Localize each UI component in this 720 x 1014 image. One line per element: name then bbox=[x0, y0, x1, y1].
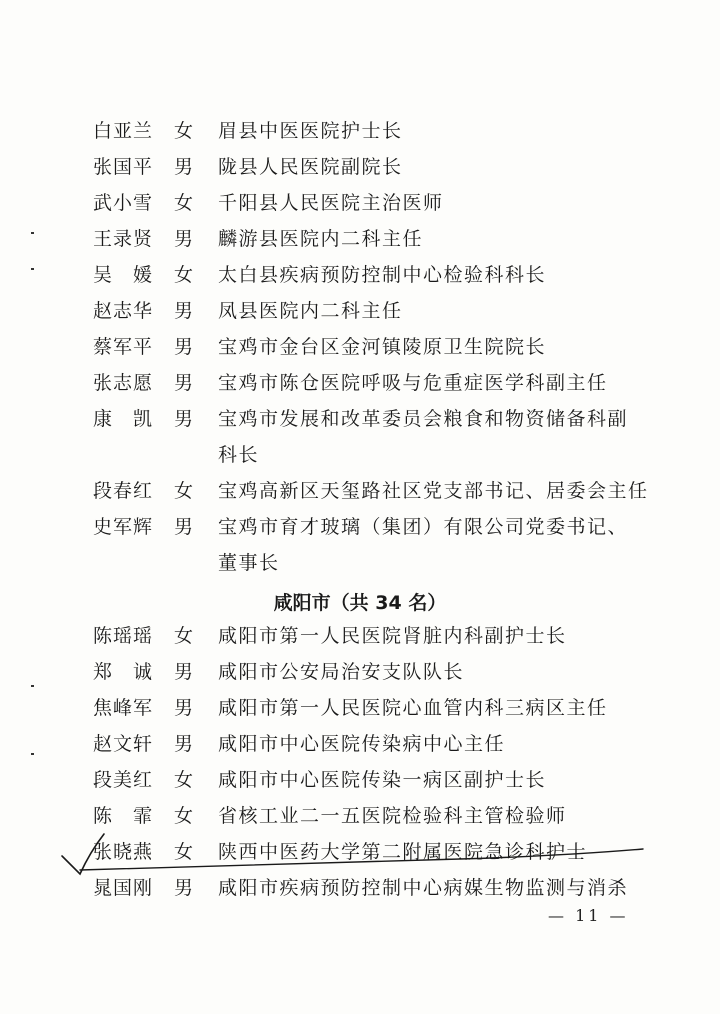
person-name: 武小雪 bbox=[93, 192, 154, 214]
scan-speck bbox=[31, 753, 34, 755]
person-gender: 男 bbox=[174, 372, 194, 394]
person-name: 段春红 bbox=[93, 480, 154, 502]
person-title: 千阳县人民医院主治医师 bbox=[218, 192, 444, 214]
person-name: 郑 诚 bbox=[93, 661, 154, 683]
person-gender: 男 bbox=[174, 336, 194, 358]
person-gender: 男 bbox=[174, 300, 194, 322]
person-title: 眉县中医医院护士长 bbox=[218, 120, 403, 142]
person-name: 张晓燕 bbox=[93, 841, 154, 863]
section-title: 咸阳市（共 34 名） bbox=[273, 592, 447, 614]
person-name: 赵志华 bbox=[93, 300, 154, 322]
person-gender: 男 bbox=[174, 661, 194, 683]
person-gender: 男 bbox=[174, 228, 194, 250]
person-gender: 女 bbox=[174, 805, 194, 827]
person-name: 王录贤 bbox=[93, 228, 154, 250]
person-name: 陈瑶瑶 bbox=[93, 625, 154, 647]
person-name: 史军辉 bbox=[93, 516, 154, 538]
person-name: 白亚兰 bbox=[93, 120, 154, 142]
person-name: 吴 媛 bbox=[93, 264, 154, 286]
person-title: 咸阳市中心医院传染病中心主任 bbox=[218, 733, 506, 755]
person-gender: 男 bbox=[174, 156, 194, 178]
person-title: 咸阳市中心医院传染一病区副护士长 bbox=[218, 769, 547, 791]
person-title-continuation: 科长 bbox=[218, 444, 260, 466]
person-name: 张志愿 bbox=[93, 372, 154, 394]
person-name: 蔡军平 bbox=[93, 336, 154, 358]
person-gender: 女 bbox=[174, 625, 194, 647]
person-gender: 女 bbox=[174, 264, 194, 286]
person-gender: 女 bbox=[174, 841, 194, 863]
person-name: 焦峰军 bbox=[93, 697, 154, 719]
person-title: 宝鸡市发展和改革委员会粮食和物资储备科副 bbox=[218, 408, 629, 430]
person-name: 赵文轩 bbox=[93, 733, 154, 755]
person-title: 陕西中医药大学第二附属医院急诊科护士 bbox=[218, 841, 588, 863]
person-gender: 男 bbox=[174, 697, 194, 719]
person-name: 张国平 bbox=[93, 156, 154, 178]
person-gender: 女 bbox=[174, 192, 194, 214]
person-title: 省核工业二一五医院检验科主管检验师 bbox=[218, 805, 567, 827]
person-gender: 女 bbox=[174, 769, 194, 791]
scan-speck bbox=[31, 268, 34, 270]
person-title: 宝鸡市陈仓医院呼吸与危重症医学科副主任 bbox=[218, 372, 608, 394]
person-title: 陇县人民医院副院长 bbox=[218, 156, 403, 178]
person-name: 康 凯 bbox=[93, 408, 154, 430]
person-gender: 男 bbox=[174, 877, 194, 899]
person-title: 咸阳市第一人民医院心血管内科三病区主任 bbox=[218, 697, 608, 719]
scan-speck bbox=[31, 232, 34, 234]
person-title: 凤县医院内二科主任 bbox=[218, 300, 403, 322]
person-title: 麟游县医院内二科主任 bbox=[218, 228, 424, 250]
scan-speck bbox=[31, 685, 34, 687]
person-title: 咸阳市疾病预防控制中心病媒生物监测与消杀 bbox=[218, 877, 629, 899]
person-gender: 男 bbox=[174, 408, 194, 430]
person-gender: 男 bbox=[174, 733, 194, 755]
person-title: 咸阳市公安局治安支队队长 bbox=[218, 661, 465, 683]
person-title: 太白县疾病预防控制中心检验科科长 bbox=[218, 264, 547, 286]
person-name: 陈 霏 bbox=[93, 805, 154, 827]
page-number: — 11 — bbox=[548, 906, 629, 925]
person-gender: 男 bbox=[174, 516, 194, 538]
person-title: 宝鸡市金台区金河镇陵原卫生院院长 bbox=[218, 336, 547, 358]
person-title-continuation: 董事长 bbox=[218, 552, 280, 574]
person-gender: 女 bbox=[174, 480, 194, 502]
person-title: 宝鸡高新区天玺路社区党支部书记、居委会主任 bbox=[218, 480, 649, 502]
person-name: 晁国刚 bbox=[93, 877, 154, 899]
person-title: 咸阳市第一人民医院肾脏内科副护士长 bbox=[218, 625, 567, 647]
person-name: 段美红 bbox=[93, 769, 154, 791]
person-title: 宝鸡市育才玻璃（集团）有限公司党委书记、 bbox=[218, 516, 629, 538]
person-gender: 女 bbox=[174, 120, 194, 142]
